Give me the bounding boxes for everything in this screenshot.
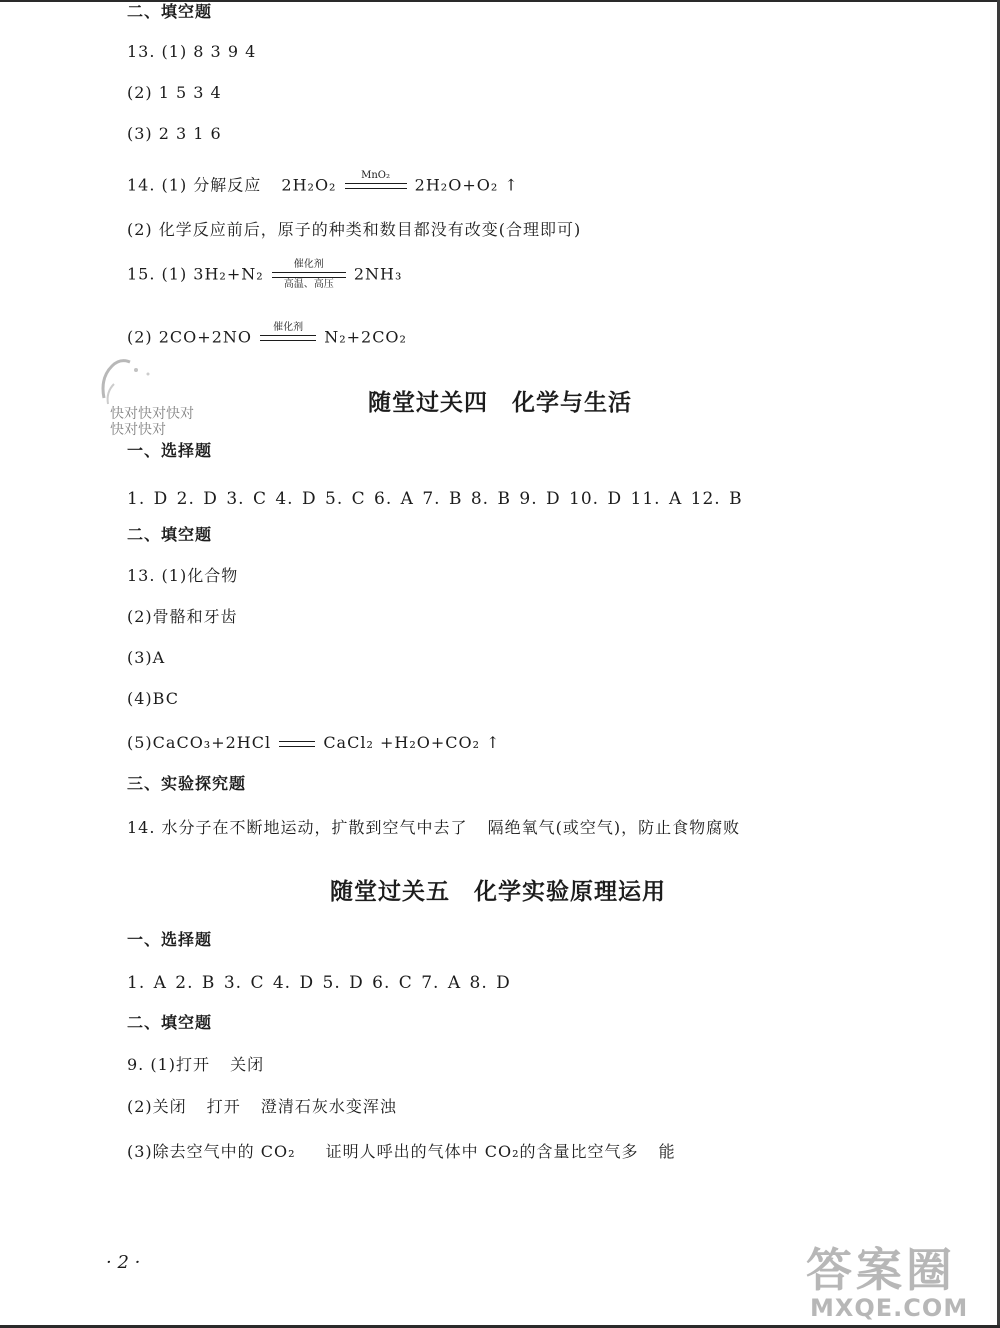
section4-choice-heading: 一、选择题 — [127, 441, 213, 460]
equation-15-1-right: 2NH₃ — [353, 264, 403, 284]
s4-answer-13-4: (4)BC — [127, 689, 179, 708]
answer-13-3: (3) 2 3 1 6 — [127, 124, 222, 143]
s5-answer-9-3-b: 证明人呼出的气体中 CO₂的含量比空气多 — [325, 1142, 639, 1161]
reaction-condition-bottom: 高温、高压 — [283, 279, 334, 290]
reaction-condition-top: 催化剂 — [293, 259, 324, 270]
logo-text: 答案圈 — [806, 1243, 956, 1297]
s4-answer-14 — [127, 818, 740, 838]
reaction-arrow — [272, 259, 346, 291]
section-heading-fill: 二、填空题 — [127, 2, 213, 21]
equation-15-2-right: N₂+2CO₂ — [324, 327, 407, 347]
answer-14-2: (2) 化学反应前后，原子的种类和数目都没有改变(合理即可) — [127, 220, 582, 239]
answer-15-1-prefix: 15. (1) — [127, 264, 194, 284]
s4-answer-13-2: (2)骨骼和牙齿 — [127, 607, 238, 626]
equation-15-2-left: 2CO+2NO — [158, 327, 252, 347]
s4-answer-14-a: 14. 水分子在不断地运动，扩散到空气中去了 — [127, 818, 468, 837]
s5-answer-9-1-b: 关闭 — [230, 1055, 265, 1074]
section5-choice-heading: 一、选择题 — [127, 930, 213, 949]
double-bar — [260, 335, 316, 341]
answer-14-1-prefix: 14. (1) 分解反应 — [127, 175, 262, 195]
section4-exp-heading: 三、实验探究题 — [127, 774, 247, 793]
section-title-4: 随堂过关四 化学与生活 — [368, 390, 632, 416]
section4-choice-answers: 1. D 2. D 3. C 4. D 5. C 6. A 7. B 8. B 9. D 10. D 11. A 12. B — [127, 489, 743, 509]
s5-answer-9-1 — [127, 1055, 264, 1075]
equals-bar — [279, 740, 315, 748]
watermark-stamp — [110, 406, 194, 438]
page-number: · 2 · — [106, 1252, 141, 1273]
section5-choice-answers: 1. A 2. B 3. C 4. D 5. D 6. C 7. A 8. D — [127, 973, 511, 993]
reaction-condition: MnO₂ — [361, 170, 390, 181]
s4-equation-right: CaCl₂ +H₂O+CO₂ ↑ — [323, 733, 501, 752]
reaction-arrow — [260, 322, 316, 354]
s5-answer-9-3 — [127, 1142, 676, 1162]
s5-answer-9-3-a: (3)除去空气中的 CO₂ — [127, 1142, 296, 1161]
logo-url: MXQE.COM — [810, 1294, 969, 1322]
s5-answer-9-2-a: (2)关闭 — [127, 1097, 187, 1116]
watermark-logo — [806, 1228, 982, 1324]
answer-13-1: 13. (1) 8 3 9 4 — [127, 42, 257, 61]
s5-answer-9-2-b: 打开 — [206, 1097, 241, 1116]
ink-smudge — [96, 348, 176, 408]
s5-answer-9-2-c: 澄清石灰水变浑浊 — [260, 1097, 397, 1116]
double-bar — [345, 183, 407, 189]
reaction-arrow — [345, 170, 407, 202]
equation-14-left: 2H₂O₂ — [281, 175, 337, 195]
answer-15-2-prefix: (2) — [127, 327, 159, 347]
answer-13-2: (2) 1 5 3 4 — [127, 83, 222, 102]
answer-15-1 — [127, 259, 402, 291]
s4-answer-13-5 — [127, 733, 501, 753]
stamp-line-1: 快对快对快对 — [110, 406, 194, 422]
section-title-5: 随堂过关五 化学实验原理运用 — [330, 879, 666, 905]
answer-14-1 — [127, 170, 519, 202]
s4-answer-14-b: 隔绝氧气(或空气)，防止食物腐败 — [487, 818, 741, 837]
equation-14-right: 2H₂O+O₂ ↑ — [414, 175, 519, 195]
s4-answer-13-1: 13. (1)化合物 — [127, 566, 239, 585]
s4-answer-13-3: (3)A — [127, 648, 166, 667]
s5-answer-9-1-a: 9. (1)打开 — [127, 1055, 211, 1074]
double-bar — [272, 272, 346, 278]
equation-15-1-left: 3H₂+N₂ — [193, 264, 264, 284]
s5-answer-9-3-c: 能 — [658, 1142, 676, 1161]
s4-equation-left: (5)CaCO₃+2HCl — [127, 733, 272, 752]
reaction-condition-top: 催化剂 — [273, 322, 304, 333]
s5-answer-9-2 — [127, 1097, 397, 1117]
double-bar — [279, 741, 315, 747]
section4-fill-heading: 二、填空题 — [127, 525, 213, 544]
stamp-line-2: 快对快对 — [110, 422, 166, 438]
section5-fill-heading: 二、填空题 — [127, 1013, 213, 1032]
